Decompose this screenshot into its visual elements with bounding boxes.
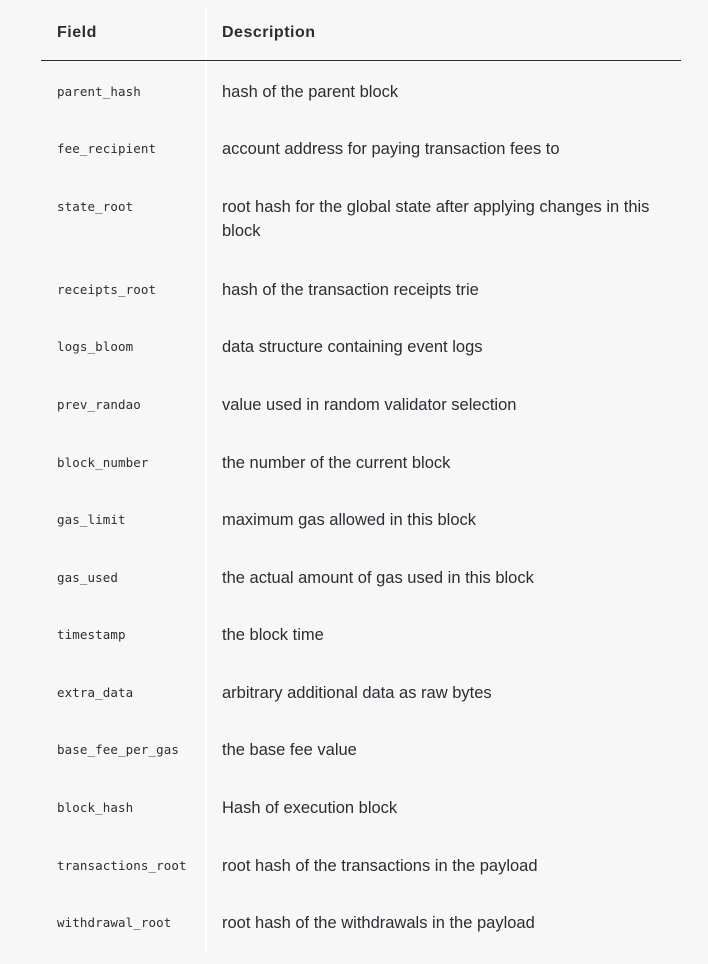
field-description: hash of the parent block xyxy=(222,83,399,101)
field-name: state_root xyxy=(57,199,134,214)
field-description: the base fee value xyxy=(222,741,357,759)
field-description: value used in random validator selection xyxy=(222,396,517,414)
table-row xyxy=(41,259,681,316)
field-description: hash of the transaction receipts trie xyxy=(222,281,479,299)
table-row xyxy=(41,118,681,176)
field-description: root hash of the transactions in the payload xyxy=(222,857,538,875)
field-description: root hash of the withdrawals in the payload xyxy=(222,914,535,932)
field-description: the number of the current block xyxy=(222,454,451,472)
table-row xyxy=(41,835,681,892)
table-header xyxy=(41,0,681,61)
field-name: extra_data xyxy=(57,685,134,700)
field-name: prev_randao xyxy=(57,397,141,412)
field-name: receipts_root xyxy=(57,282,157,297)
header-field: Field xyxy=(57,24,97,41)
field-name: withdrawal_root xyxy=(57,915,172,930)
field-name: block_hash xyxy=(57,800,134,815)
table-row xyxy=(41,316,681,374)
table-row xyxy=(41,604,681,662)
table-row xyxy=(41,719,681,777)
field-name: gas_used xyxy=(57,570,119,585)
field-description: maximum gas allowed in this block xyxy=(222,511,477,529)
table-row xyxy=(41,662,681,719)
field-description: arbitrary additional data as raw bytes xyxy=(222,684,492,702)
table-row xyxy=(41,176,681,259)
table-row xyxy=(41,777,681,835)
field-name: fee_recipient xyxy=(57,141,157,156)
table-row xyxy=(41,489,681,547)
table-row xyxy=(41,374,681,432)
field-name: gas_limit xyxy=(57,512,126,527)
field-name: parent_hash xyxy=(57,84,141,99)
field-name: base_fee_per_gas xyxy=(57,742,180,757)
field-description: root hash for the global state after applying changes in this block xyxy=(222,198,650,240)
table-row xyxy=(41,547,681,604)
table-row xyxy=(41,61,681,118)
table-row xyxy=(41,432,681,489)
field-description: data structure containing event logs xyxy=(222,338,483,356)
field-name: transactions_root xyxy=(57,858,187,873)
field-name: logs_bloom xyxy=(57,339,134,354)
header-description: Description xyxy=(222,24,316,41)
field-description: Hash of execution block xyxy=(222,799,398,817)
field-description: the actual amount of gas used in this block xyxy=(222,569,534,587)
fields-table xyxy=(41,0,681,950)
field-name: timestamp xyxy=(57,627,126,642)
field-description: account address for paying transaction fees to xyxy=(222,140,560,158)
field-name: block_number xyxy=(57,455,149,470)
field-description: the block time xyxy=(222,626,324,644)
table-row xyxy=(41,892,681,950)
